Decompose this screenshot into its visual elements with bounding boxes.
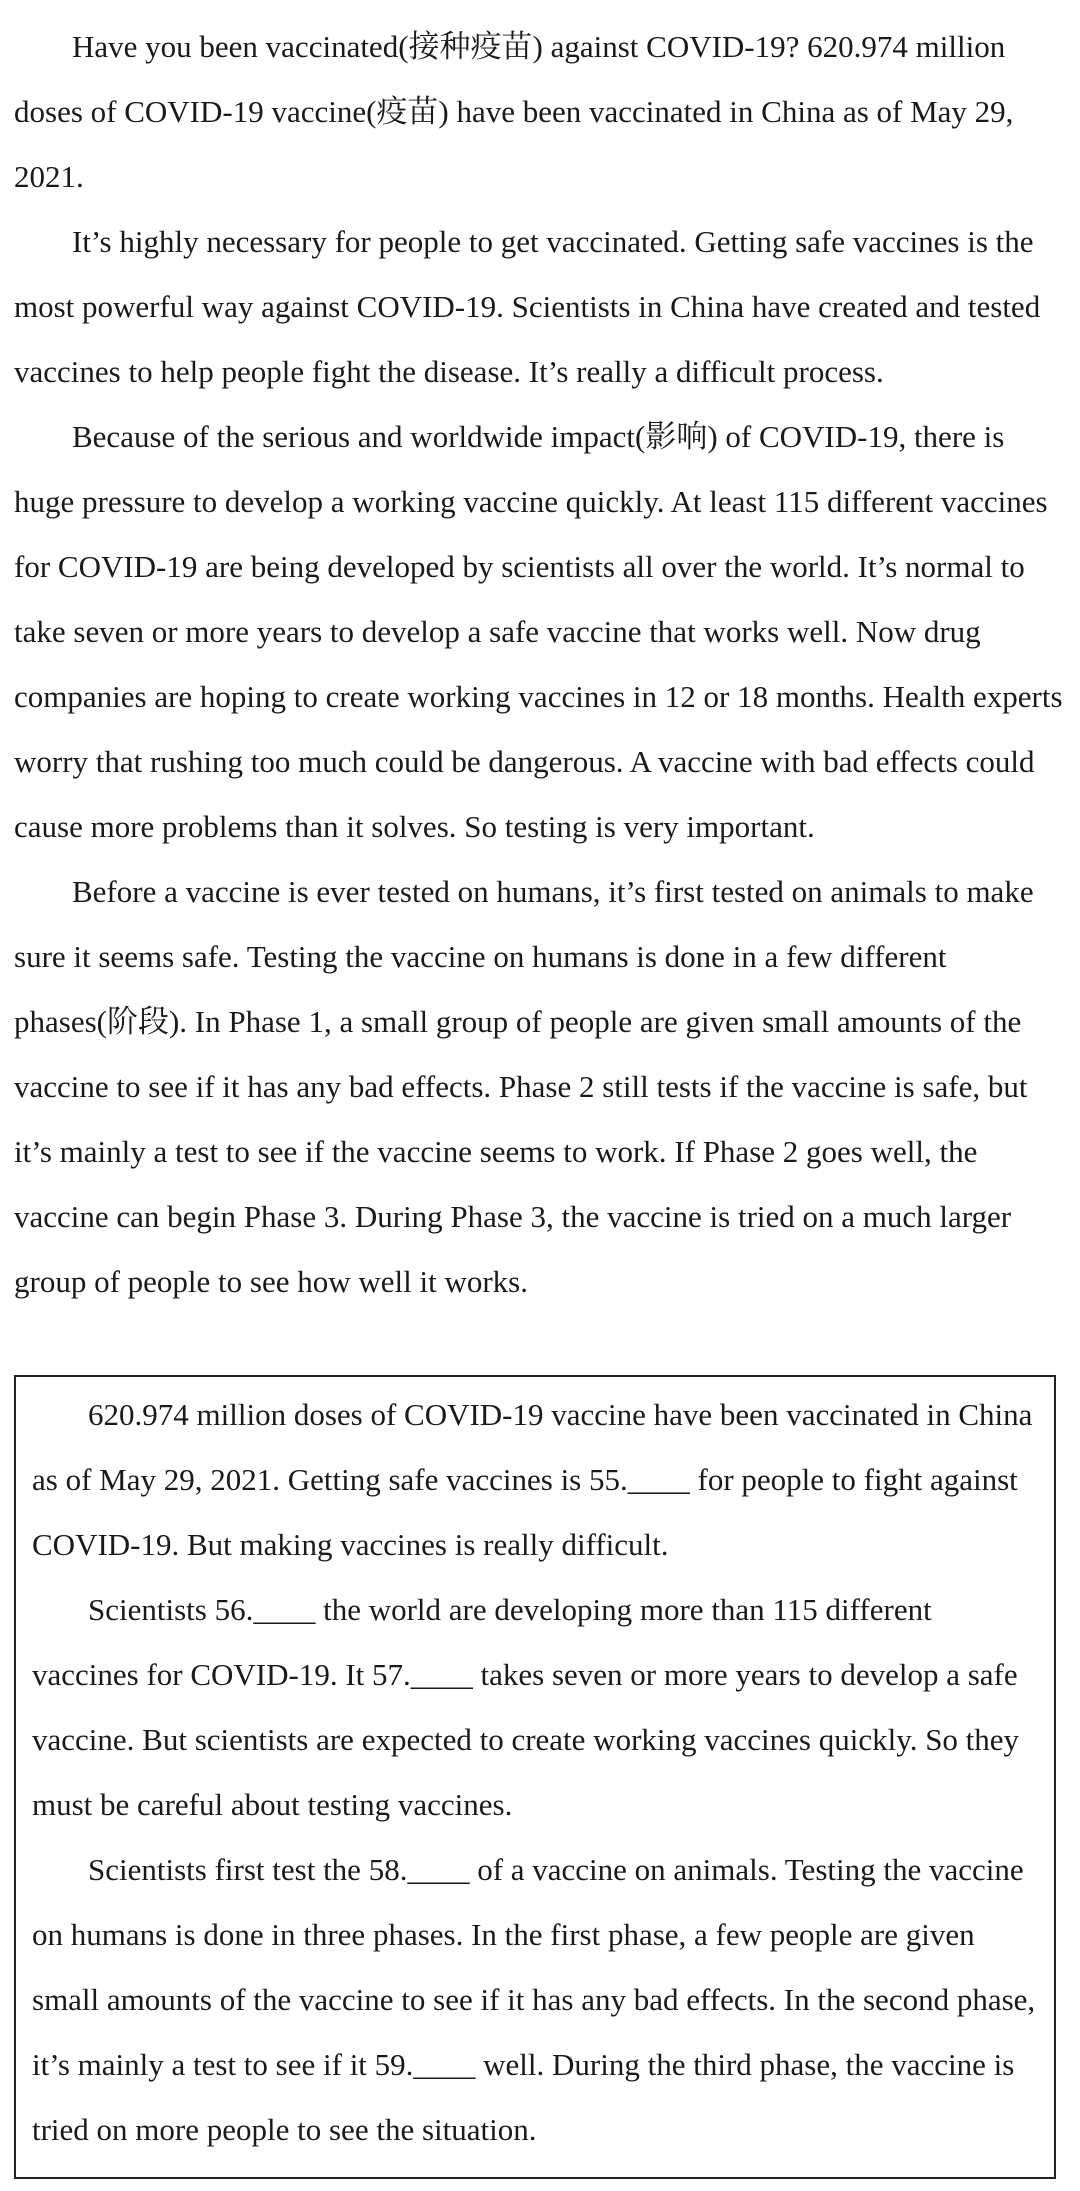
summary-text xyxy=(32,1382,1042,2162)
summary-paragraph-3: Scientists first test the 58.____ of a vaccine on animals. Testing the vaccine on humans is done in three phases. In the first phase, a few people are given small amounts of the vaccine to see if it has any bad effects. In the second phase, it’s mainly a test to see if it 59.____ well. During the third phase, the vaccine is tried on more people to see the situation. xyxy=(32,1852,1036,2147)
summary-paragraph-1: 620.974 million doses of COVID-19 vaccine have been vaccinated in China as of May 29, 2021. Getting safe vaccines is 55.____ for people to fight against COVID-19. But making vaccines is really difficult. xyxy=(32,1397,1033,1562)
summary-paragraph-2: Scientists 56.____ the world are developing more than 115 different vaccines for COVID-19. It 57.____ takes seven or more years to develop a safe vaccine. But scientists are expected to create working vaccines quickly. So they must be careful about testing vaccines. xyxy=(32,1592,1020,1822)
passage-paragraph-4: Before a vaccine is ever tested on humans, it’s first tested on animals to make sure it seems safe. Testing the vaccine on humans is done in a few different phases(阶段). In Phase 1, a small group of people are given small amounts of the vaccine to see if it has any bad effects. Phase 2 still tests if the vaccine is safe, but it’s mainly a test to see if the vaccine seems to work. If Phase 2 goes well, the vaccine can begin Phase 3. During Phase 3, the vaccine is tried on a much larger group of people to see how well it works. xyxy=(14,874,1034,1299)
reading-passage xyxy=(14,14,1066,1314)
passage-paragraph-3: Because of the serious and worldwide impact(影响) of COVID-19, there is huge pressure to develop a working vaccine quickly. At least 115 different vaccines for COVID-19 are being developed by scientists all over the world. It’s normal to take seven or more years to develop a safe vaccine that works well. Now drug companies are hoping to create working vaccines in 12 or 18 months. Health experts worry that rushing too much could be dangerous. A vaccine with bad effects could cause more problems than it solves. So testing is very important. xyxy=(14,419,1063,844)
passage-paragraph-1: Have you been vaccinated(接种疫苗) against COVID-19? 620.974 million doses of COVID-19 vaccine(疫苗) have been vaccinated in China as of May 29, 2021. xyxy=(14,29,1014,194)
passage-paragraph-2: It’s highly necessary for people to get vaccinated. Getting safe vaccines is the most powerful way against COVID-19. Scientists in China have created and tested vaccines to help people fight the disease. It’s really a difficult process. xyxy=(14,224,1041,389)
summary-box xyxy=(14,1375,1056,2179)
